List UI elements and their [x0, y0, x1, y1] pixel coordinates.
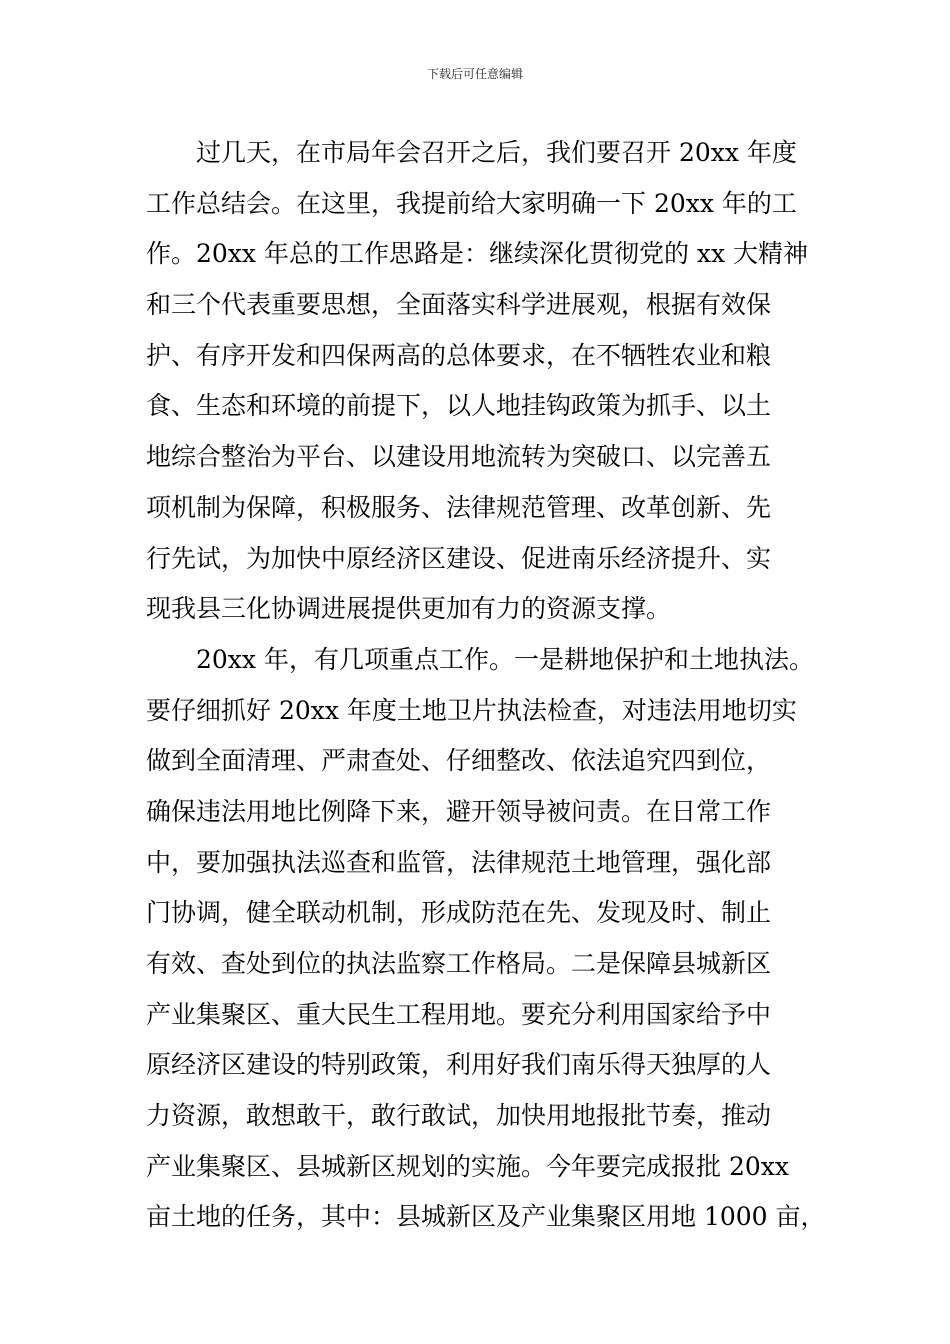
text-line: 做到全面清理、严肃查处、仔细整改、依法追究四到位，	[146, 746, 772, 776]
paragraph-work-plan	[146, 128, 810, 635]
text-line: 门协调，健全联动机制，形成防范在先、发现及时、制止	[146, 898, 772, 928]
page-header-note: 下载后可任意编辑	[426, 67, 523, 81]
text-line: 护、有序开发和四保两高的总体要求，在不牺牲农业和粮	[146, 340, 772, 370]
text-line: 地综合整治为平台、以建设用地流转为突破口、以完善五	[146, 442, 772, 472]
text-line: 现我县三化协调进展提供更加有力的资源支撑。	[146, 594, 672, 624]
paragraph-key-tasks	[146, 635, 826, 1243]
text-line: 行先试，为加快中原经济区建设、促进南乐经济提升、实	[146, 543, 772, 573]
text-line: 有效、查处到位的执法监察工作格局。二是保障县城新区	[146, 949, 772, 978]
text-line: 作。20xx 年总的工作思路是：继续深化贯彻党的 xx 大精神	[146, 239, 809, 269]
text-line: 项机制为保障，积极服务、法律规范管理、改革创新、先	[146, 492, 772, 522]
text-line: 和三个代表重要思想，全面落实科学进展观，根据有效保	[146, 290, 772, 320]
text-line: 工作总结会。在这里，我提前给大家明确一下 20xx 年的工	[146, 188, 797, 218]
text-line: 20xx 年，有几项重点工作。一是耕地保护和土地执法。	[196, 644, 814, 674]
text-line: 原经济区建设的特别政策，利用好我们南乐得天独厚的人	[146, 1050, 772, 1080]
text-line: 要仔细抓好 20xx 年度土地卫片执法检查，对违法用地切实	[146, 695, 797, 725]
text-line: 产业集聚区、重大民生工程用地。要充分利用国家给予中	[146, 999, 772, 1029]
text-line: 确保违法用地比例降下来，避开领导被问责。在日常工作	[146, 796, 772, 826]
text-line: 中，要加强执法巡查和监管，法律规范土地管理，强化部	[146, 847, 772, 877]
text-line: 亩土地的任务，其中：县城新区及产业集聚区用地 1000 亩，	[146, 1202, 826, 1232]
text-line: 食、生态和环境的前提下，以人地挂钩政策为抓手、以土	[146, 391, 772, 421]
text-line: 过几天，在市局年会召开之后，我们要召开 20xx 年度	[196, 138, 797, 167]
text-line: 力资源，敢想敢干，敢行敢试，加快用地报批节奏，推动	[146, 1101, 772, 1131]
document-body	[146, 128, 826, 1243]
text-line: 产业集聚区、县城新区规划的实施。今年要完成报批 20xx	[146, 1151, 789, 1181]
